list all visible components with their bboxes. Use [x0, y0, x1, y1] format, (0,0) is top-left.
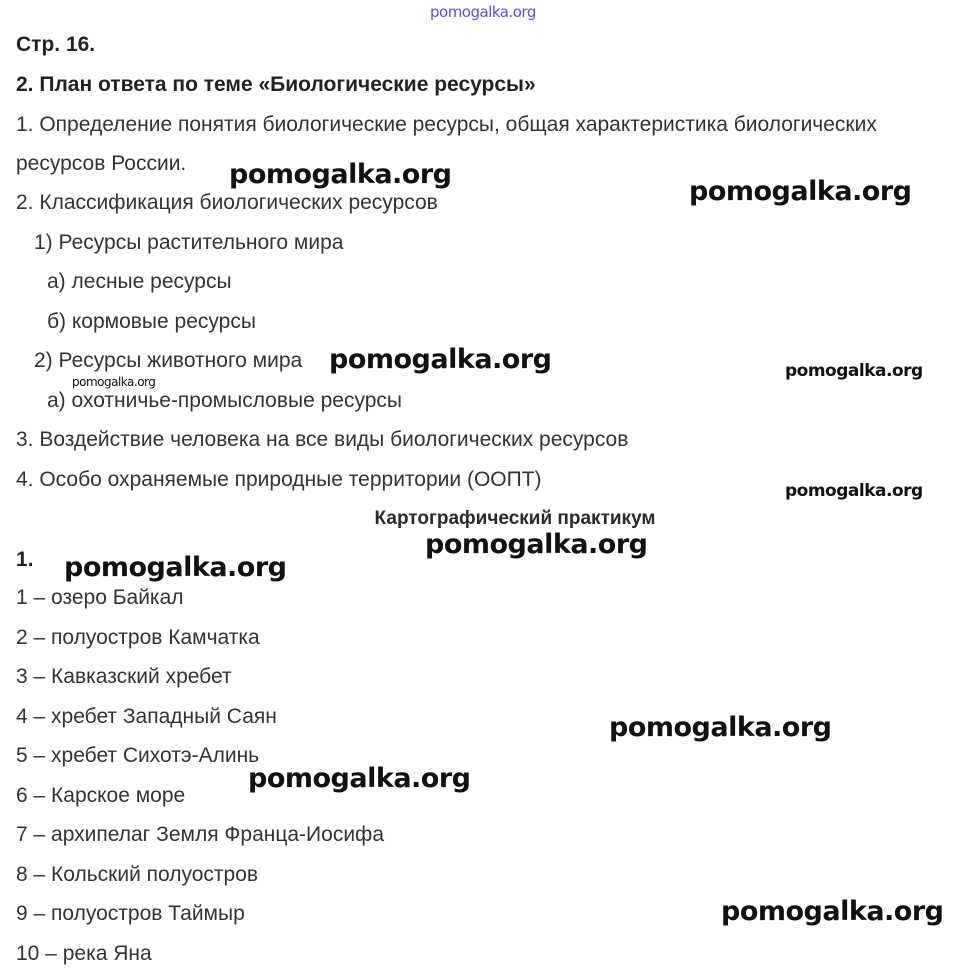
plan-item-2-1: 1) Ресурсы растительного мира — [34, 231, 344, 254]
watermark: pomogalka.org — [689, 176, 912, 207]
answer-item: 10 – река Яна — [16, 942, 152, 965]
plan-item-2-1-b: б) кормовые ресурсы — [47, 310, 256, 333]
answer-item: 4 – хребет Западный Саян — [16, 705, 277, 728]
watermark-top: pomogalka.org — [430, 3, 536, 21]
watermark: pomogalka.org — [609, 712, 832, 743]
plan-title: 2. План ответа по теме «Биологические ресурсы» — [16, 73, 536, 96]
plan-item-2-1-a: а) лесные ресурсы — [47, 270, 232, 293]
plan-item-2-2-a: а) охотничье-промысловые ресурсы — [47, 389, 403, 412]
plan-item-1-line-1: 1. Определение понятия биологические ресурсы, общая характеристика биологических — [16, 113, 877, 136]
plan-item-4: 4. Особо охраняемые природные территории (ООПТ) — [16, 468, 542, 491]
watermark: pomogalka.org — [425, 529, 648, 560]
answer-item: 3 – Кавказский хребет — [16, 665, 232, 688]
answer-item: 5 – хребет Сихотэ-Алинь — [16, 744, 260, 767]
answer-item: 2 – полуостров Камчатка — [16, 626, 260, 649]
practicum-title: Картографический практикум — [374, 508, 656, 529]
watermark: pomogalka.org — [785, 361, 923, 381]
plan-item-2-2: 2) Ресурсы животного мира — [34, 349, 303, 372]
watermark: pomogalka.org — [329, 344, 552, 375]
answer-item: 6 – Карское море — [16, 784, 186, 807]
watermark: pomogalka.org — [64, 552, 287, 583]
task-number: 1. — [16, 548, 34, 571]
answer-item: 1 – озеро Байкал — [16, 586, 184, 609]
watermark: pomogalka.org — [785, 481, 923, 501]
plan-item-2: 2. Классификация биологических ресурсов — [16, 191, 438, 214]
watermark: pomogalka.org — [248, 763, 471, 794]
watermark: pomogalka.org — [229, 159, 452, 190]
answer-item: 8 – Кольский полуостров — [16, 863, 259, 886]
answer-item: 9 – полуостров Таймыр — [16, 902, 245, 925]
watermark: pomogalka.org — [721, 896, 944, 927]
page-header: Стр. 16. — [16, 33, 96, 56]
watermark: pomogalka.org — [72, 375, 156, 389]
plan-item-3: 3. Воздействие человека на все виды биологических ресурсов — [16, 428, 629, 451]
answer-item: 7 – архипелаг Земля Франца-Иосифа — [16, 823, 385, 846]
plan-item-1-line-2: ресурсов России. — [16, 152, 187, 175]
